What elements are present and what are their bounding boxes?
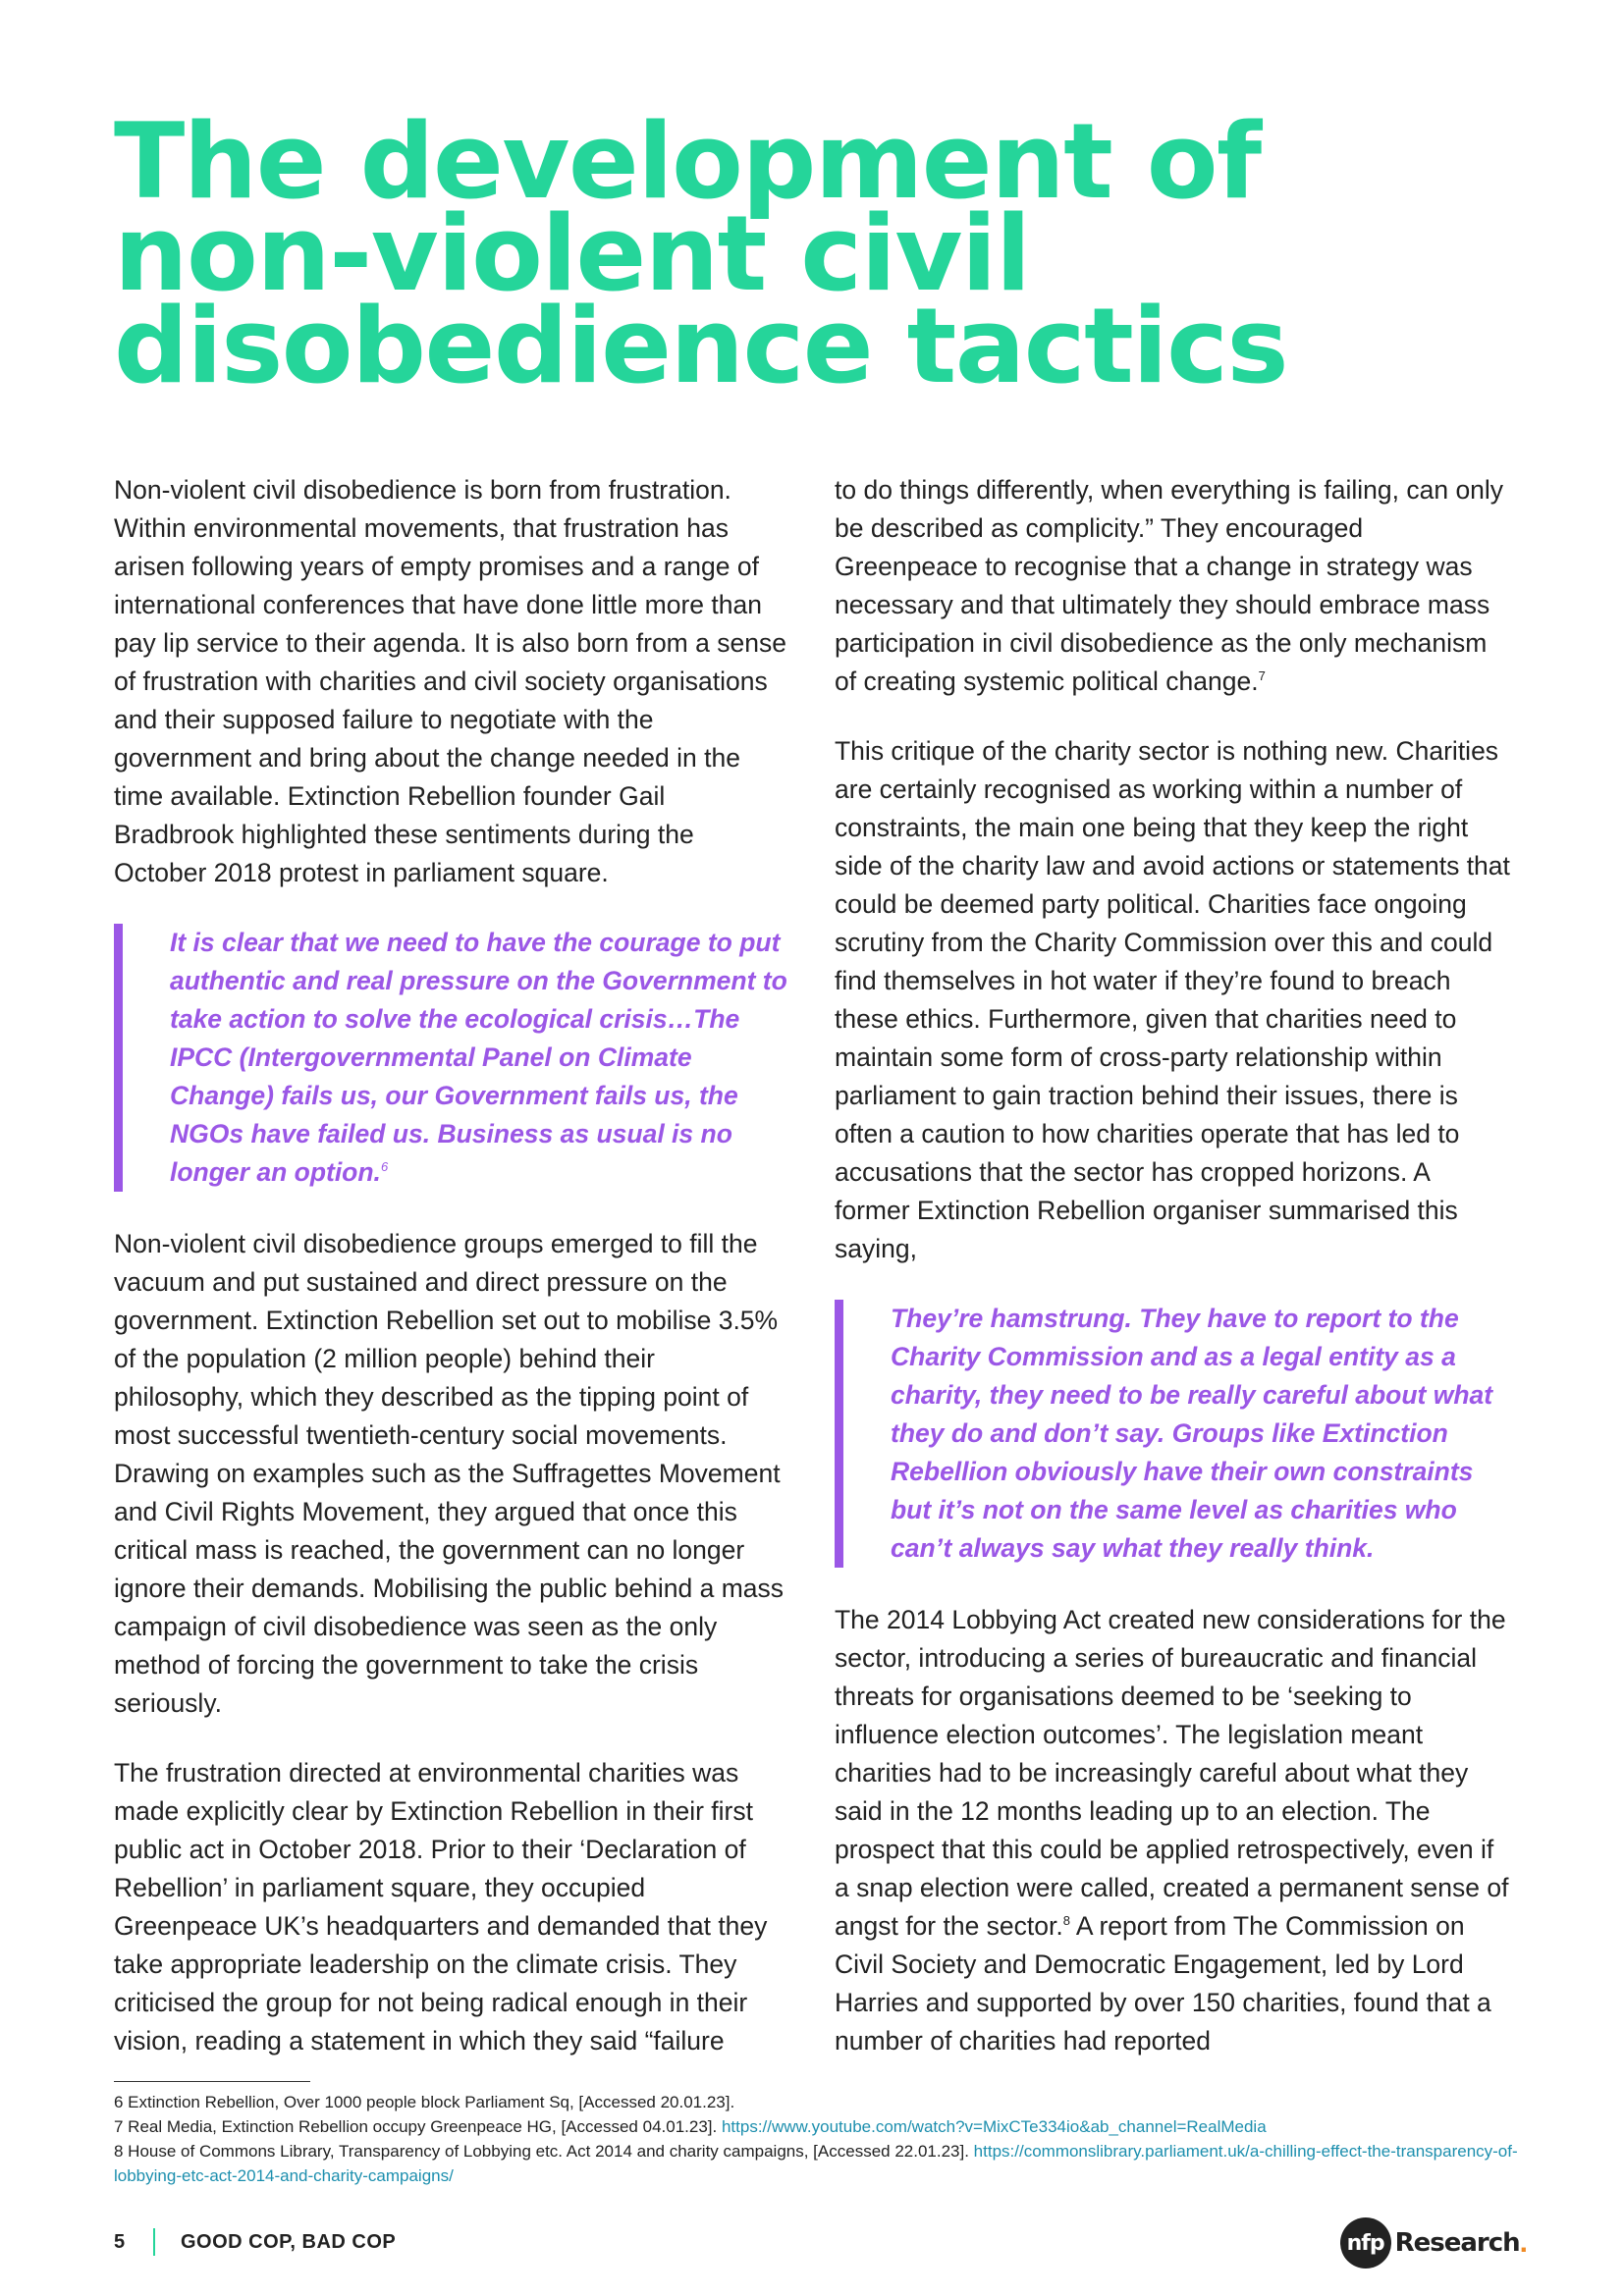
footnote-ref[interactable]: 8 [1062, 1913, 1070, 1929]
logo-wordmark: Research [1394, 2228, 1520, 2258]
footnote-7 [114, 2114, 1518, 2139]
left-column [114, 471, 791, 2092]
footnotes [114, 2090, 1518, 2188]
logo-badge: nfp [1340, 2217, 1391, 2269]
page-number: 5 [114, 2231, 126, 2253]
pull-quote [835, 1300, 1510, 1568]
logo-dot: . [1519, 2226, 1528, 2259]
footnote-ref[interactable]: 6 [380, 1159, 389, 1175]
page-title: The development of non-violent civil disobedience tactics [114, 101, 1288, 406]
quote-text: They’re hamstrung. They have to report to the Charity Commission and as a legal entity as a charity, they need to be really careful about what they do and don’t say. Groups like Extinction Rebellion obviously have their own constraints but it’s not on the same level as charities who can’t always say what they really think. [891, 1304, 1493, 1563]
body-paragraph: Non-violent civil disobedience groups emerged to fill the vacuum and put sustained and direct pressure on the government. Extinction Rebellion set out to mobilise 3.5% of the population (2 million people) behind their philosophy, which they described as the tipping point of most successful twentieth-century social movements. Drawing on examples such as the Suffragettes Movement and Civil Rights Movement, they argued that once this critical mass is reached, the government can no longer ignore their demands. Mobilising the public behind a mass campaign of civil disobedience was seen as the only method of forcing the government to take the crisis seriously. [114, 1229, 785, 1718]
document-name: GOOD COP, BAD COP [181, 2231, 397, 2253]
footnote-8 [114, 2139, 1518, 2188]
footnote-divider [114, 2081, 310, 2082]
body-text: The 2014 Lobbying Act created new considerations for the sector, introducing a series of bureaucratic and financial threats for organisations deemed to be ‘seeking to influence election outcomes’. The legislation meant charities had to be increasingly careful about what they said in the 12 months leading up to an election. The prospect that this could be applied retrospectively, even if a snap election were called, created a permanent sense of angst for the sector. [835, 1605, 1509, 1941]
body-paragraph: This critique of the charity sector is nothing new. Charities are certainly recognised as working within a number of constraints, the main one being that they keep the right side of the charity law and avoid actions or statements that could be deemed party political. Charities face ongoing scrutiny from the Charity Commission over this and could find themselves in hot water if they’re found to breach these ethics. Furthermore, given that charities need to maintain some form of cross-party relationship within parliament to gain traction behind their issues, there is often a caution to how charities operate that has led to accusations that the sector has cropped horizons. A former Extinction Rebellion organiser summarised this saying, [835, 736, 1510, 1263]
quote-body: It is clear that we need to have the courage to put authentic and real pressure on the Government to take action to solve the ecological crisis…The IPCC (Intergovernmental Panel on Climate Change) fails us, our Government fails us, the NGOs have failed us. Business as usual is no longer an option. [170, 928, 787, 1187]
footnote-link[interactable]: https://www.youtube.com/watch?v=MixCTe334io&ab_channel=RealMedia [721, 2117, 1267, 2136]
body-paragraph [835, 471, 1510, 701]
footnote-text: 6 Extinction Rebellion, Over 1000 people block Parliament Sq, [Accessed 20.01.23]. [114, 2093, 735, 2111]
body-text: to do things differently, when everything is failing, can only be described as complicity.” They encouraged Greenpeace to recognise that a change in strategy was necessary and that ultimately they should embrace mass participation in civil disobedience as the only mechanism of creating systemic political change. [835, 475, 1504, 696]
footnote-text: 7 Real Media, Extinction Rebellion occupy Greenpeace HG, [Accessed 04.01.23]. [114, 2117, 722, 2136]
quote-text [170, 924, 791, 1192]
body-text: A report from The Commission on Civil Society and Democratic Engagement, led by Lord Harries and supported by over 150 charities, found that a number of charities had reported [835, 1911, 1491, 2056]
body-paragraph: The frustration directed at environmental charities was made explicitly clear by Extinction Rebellion in their first public act in October 2018. Prior to their ‘Declaration of Rebellion’ in parliament square, they occupied Greenpeace UK’s headquarters and demanded that they take appropriate leadership on the climate crisis. They criticised the group for not being radical enough in their vision, reading a statement in which they said “failure [114, 1758, 768, 2056]
nfp-research-logo [1340, 2216, 1528, 2269]
footnote-ref[interactable]: 7 [1258, 668, 1266, 684]
footer-divider [153, 2228, 155, 2256]
footnote-link[interactable]: https://commonslibrary.parliament.uk/a-chilling-effect-the-transparency-of-lobbying-etc-act-2014-and-charity-campaigns/ [114, 2142, 1518, 2185]
footnote-text: 8 House of Commons Library, Transparency of Lobbying etc. Act 2014 and charity campaigns, [Accessed 22.01.23]. [114, 2142, 974, 2161]
right-column [835, 471, 1510, 2092]
page-footer [114, 2215, 1528, 2273]
body-paragraph [835, 1601, 1510, 2060]
pull-quote [114, 924, 791, 1192]
body-paragraph: Non-violent civil disobedience is born from frustration. Within environmental movements, that frustration has arisen following years of empty promises and a range of international conferences that have done little more than pay lip service to their agenda. It is also born from a sense of frustration with charities and civil society organisations and their supposed failure to negotiate with the government and bring about the change needed in the time available. Extinction Rebellion founder Gail Bradbrook highlighted these sentiments during the October 2018 protest in parliament square. [114, 475, 786, 887]
footnote-6 [114, 2090, 1518, 2114]
